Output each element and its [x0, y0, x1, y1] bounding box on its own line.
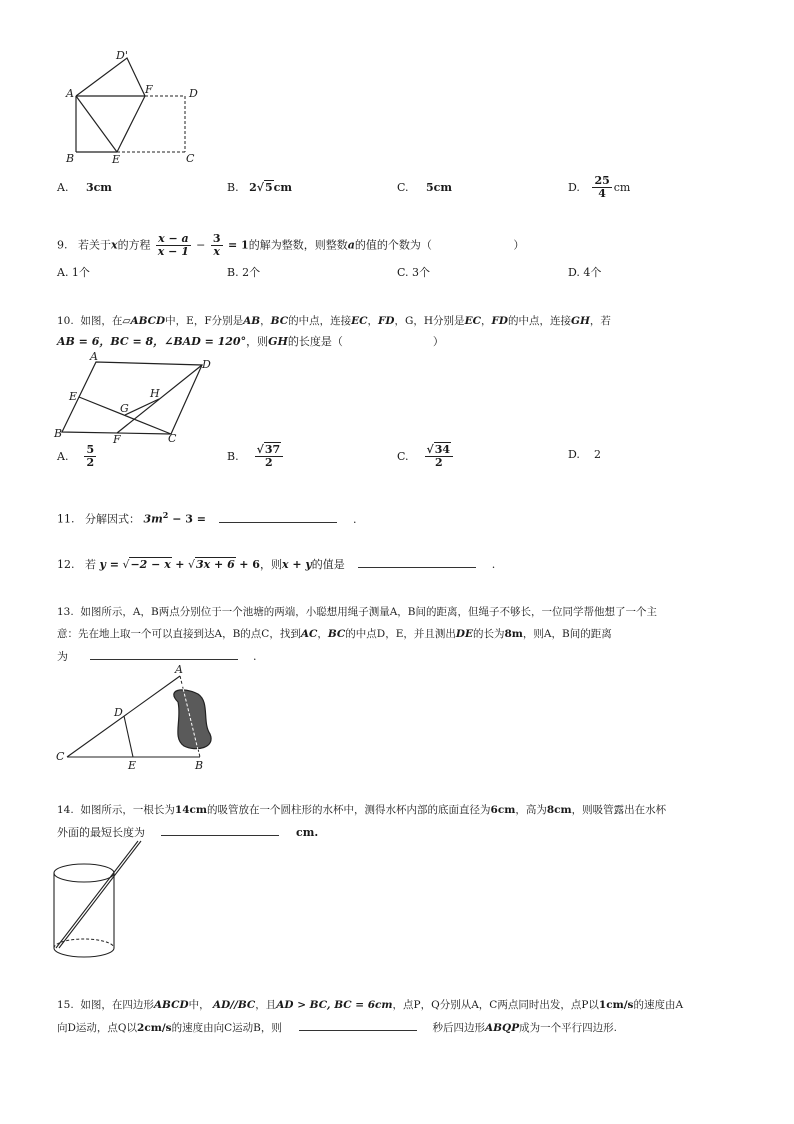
q8-figure	[55, 45, 215, 170]
question-14: 14. 如图所示，一根长为14cm的吸管放在一个圆柱形的水杯中，测得水杯内部的底面直径为6cm，高为8cm，则吸管露出在水杯	[57, 804, 667, 816]
q10-figure	[50, 352, 220, 447]
q8-option-a[interactable]	[57, 181, 112, 194]
option-letter: D.	[568, 448, 580, 461]
question-number: 14.	[57, 804, 74, 816]
fraction-1: $\frac{x - a}{x - 1}$	[157, 232, 189, 258]
fig10-label-D: D	[202, 358, 211, 371]
option-unit: cm	[613, 181, 631, 194]
question-13-line-2: 意：先在地上取一个可以直接到达A，B的点C，找到AC，BC的中点D，E，并且测出DE的长为8m，则A，B间的距离	[57, 628, 612, 640]
option-letter: A.	[57, 181, 69, 194]
q8-option-b[interactable]: B. 2√5cm	[227, 181, 292, 194]
fig13-label-A: A	[175, 663, 183, 676]
q13-figure	[50, 662, 230, 772]
option-letter: C.	[397, 450, 409, 463]
fig10-label-B: B	[54, 427, 63, 440]
question-number: 11.	[57, 512, 75, 526]
option-letter: D.	[568, 181, 580, 194]
option-value: 2	[593, 448, 601, 461]
fig8-label-A: A	[66, 87, 74, 100]
fig10-label-G: G	[120, 402, 129, 415]
option-fraction: $\frac{√34}{2}$	[425, 444, 454, 469]
question-11: 11. 分解因式： $3m^2 - 3$ = .	[57, 510, 357, 526]
question-15-line-2: 向D运动，点Q以2cm/s的速度由向C运动B，则 秒后四边形ABQP成为一个平行四边形.	[57, 1019, 617, 1036]
fig8-label-D: D	[189, 87, 198, 100]
q10-option-b[interactable]	[227, 444, 285, 469]
fig8-label-F: F	[145, 83, 153, 96]
option-value: 5cm	[426, 181, 453, 194]
q8-option-c[interactable]	[397, 181, 452, 194]
question-number: 10.	[57, 315, 74, 327]
question-number: 12.	[57, 558, 75, 571]
q9-option-d[interactable]: D. 4个	[568, 266, 602, 279]
question-9: 9. 若关于x的方程 $\frac{x - a}{x - 1}$ − $\frac{3}{x}$ = 1的解为整数，则整数a的值的个数为（ ）	[57, 232, 525, 258]
fig13-label-E: E	[128, 759, 137, 772]
question-10-line-2: AB = 6，BC = 8，∠BAD = 120°，则GH的长度是（ ）	[57, 335, 444, 348]
fig13-label-C: C	[56, 750, 65, 763]
q9-option-a[interactable]: A. 1个	[57, 266, 90, 279]
question-number: 9.	[57, 238, 68, 252]
option-letter: C.	[397, 181, 409, 194]
option-value-radicand: 5	[264, 181, 273, 194]
fraction-2: $\frac{3}{x}$	[212, 232, 221, 258]
fig8-label-Dprime: D'	[116, 49, 128, 62]
fig10-label-A: A	[90, 352, 98, 363]
question-15: 15. 如图，在四边形ABCD中， AD//BC，且AD > BC, BC = 6cm，点P，Q分别从A，C两点同时出发，点P以1cm/s的速度由A	[57, 999, 684, 1011]
fig13-label-D: D	[114, 706, 123, 719]
option-fraction: $\frac{5}{2}$	[86, 443, 95, 469]
q8-option-d[interactable]	[568, 175, 630, 200]
answer-blank[interactable]	[161, 824, 279, 836]
fig10-label-E: E	[69, 390, 78, 403]
question-number: 15.	[57, 999, 74, 1011]
answer-blank[interactable]	[358, 556, 476, 568]
fig8-label-C: C	[186, 152, 195, 165]
option-fraction: $\frac{25}{4}$	[594, 174, 610, 200]
answer-blank[interactable]	[90, 648, 238, 660]
question-13-line-3: 为 .	[57, 650, 257, 663]
question-14-line-2: 外面的最短长度为 cm.	[57, 826, 319, 839]
q9-option-c[interactable]: C. 3个	[397, 266, 431, 279]
fig10-label-F: F	[113, 433, 121, 446]
option-letter: B.	[227, 181, 239, 194]
answer-blank[interactable]	[219, 511, 337, 523]
option-letter: B.	[227, 450, 239, 463]
q10-option-c[interactable]	[397, 444, 455, 469]
fig8-label-E: E	[112, 153, 121, 166]
fig13-label-B: B	[195, 759, 204, 772]
option-value: 3cm	[85, 181, 112, 194]
q14-figure	[48, 838, 148, 963]
fig8-label-B: B	[66, 152, 75, 165]
option-value-unit: cm	[273, 181, 292, 194]
option-fraction: $\frac{√37}{2}$	[255, 444, 284, 469]
answer-blank[interactable]	[299, 1019, 417, 1031]
question-10: 10. 如图，在▱ABCD中，E，F分别是AB，BC的中点，连接EC，FD，G，H分别是EC，FD的中点，连接GH，若	[57, 315, 611, 327]
q9-option-b[interactable]: B. 2个	[227, 266, 261, 279]
option-value-prefix: 2	[249, 181, 257, 194]
question-13: 13. 如图所示，A，B两点分别位于一个池塘的两端，小聪想用绳子测量A，B间的距离，但绳子不够长，一位同学帮他想了一个主	[57, 606, 657, 618]
question-12: 12. 若 y = √−2 − x + √3x + 6 + 6，则x + y的值是 .	[57, 558, 496, 571]
question-number: 13.	[57, 606, 74, 618]
option-letter: A.	[57, 450, 69, 463]
fig10-label-C: C	[168, 432, 177, 445]
q10-option-a[interactable]	[57, 444, 98, 469]
fig10-label-H: H	[150, 387, 160, 400]
q10-option-d[interactable]	[568, 448, 601, 461]
